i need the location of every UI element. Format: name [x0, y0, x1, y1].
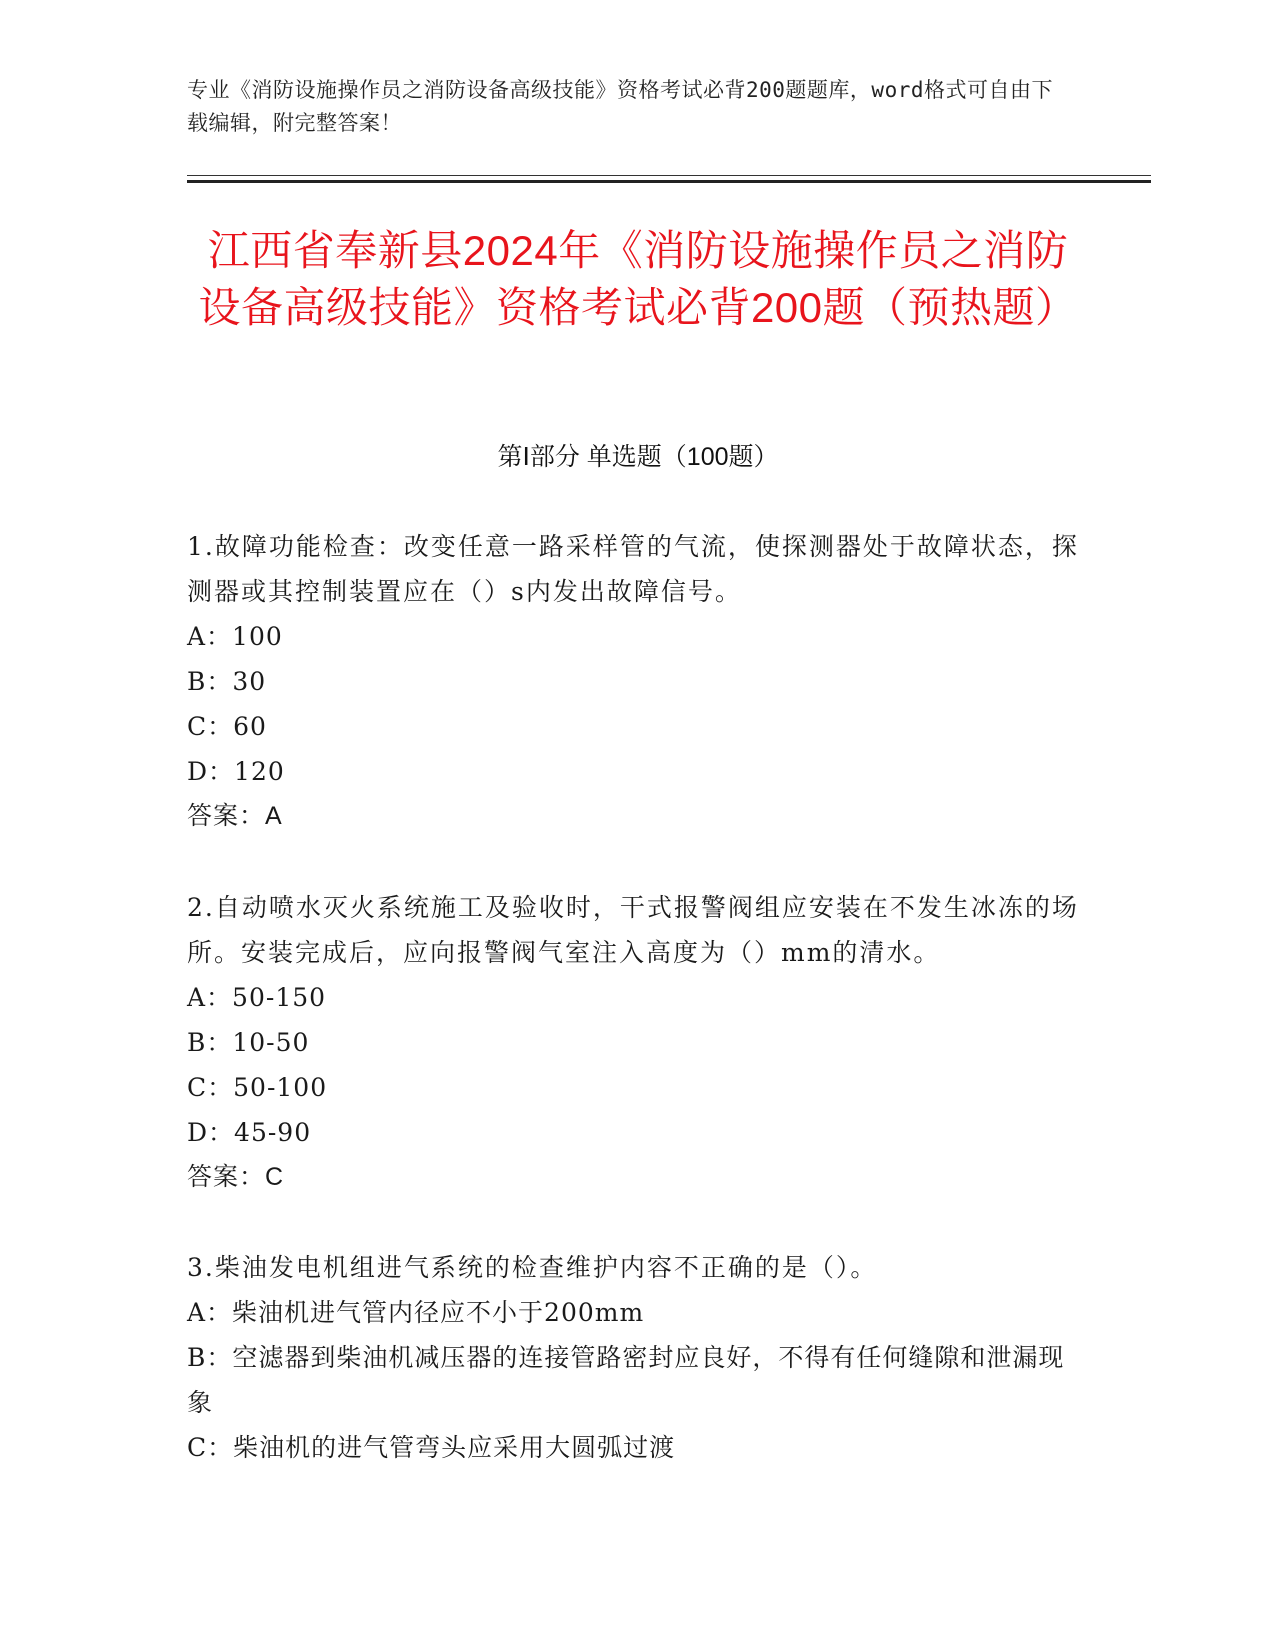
option-c: C：柴油机的进气管弯头应采用大圆弧过渡: [187, 1433, 676, 1462]
header-divider-thin: [187, 175, 1151, 176]
option-d: D：45-90: [187, 1118, 312, 1147]
question-stem: 2.自动喷水灭火系统施工及验收时，干式报警阀组应安装在不发生冰冻的场所。安装完成后，应向报警阀气室注入高度为（）mm的清水。: [187, 893, 1079, 967]
option-a: A：柴油机进气管内径应不小于200mm: [187, 1298, 645, 1327]
question-stem: 3.柴油发电机组进气系统的检查维护内容不正确的是（）。: [187, 1253, 878, 1282]
option-a: A：50-150: [187, 983, 327, 1012]
header-divider-thick: [187, 180, 1151, 183]
answer-line: 答案：C: [187, 1163, 285, 1191]
option-c: C：50-100: [187, 1073, 328, 1102]
question-3: [187, 1245, 1087, 1470]
header-note: 专业《消防设施操作员之消防设备高级技能》资格考试必背200题题库，word格式可自由下载编辑，附完整答案！: [187, 78, 1053, 135]
question-stem: 1.故障功能检查：改变任意一路采样管的气流，使探测器处于故障状态，探测器或其控制装置应在（）s内发出故障信号。: [187, 532, 1079, 606]
section-heading: 第Ⅰ部分 单选题（100题）: [497, 443, 779, 471]
answer-line: 答案：A: [187, 802, 283, 830]
option-b: B：空滤器到柴油机减压器的连接管路密封应良好，不得有任何缝隙和泄漏现象: [187, 1343, 1065, 1417]
question-2: [187, 885, 1087, 1200]
question-1: [187, 524, 1087, 839]
document-title: 江西省奉新县2024年《消防设施操作员之消防设备高级技能》资格考试必背200题（预热题）: [198, 227, 1078, 331]
option-d: D：120: [187, 757, 285, 786]
option-a: A：100: [187, 622, 283, 651]
option-c: C：60: [187, 712, 267, 741]
option-b: B：30: [187, 667, 267, 696]
option-b: B：10-50: [187, 1028, 310, 1057]
